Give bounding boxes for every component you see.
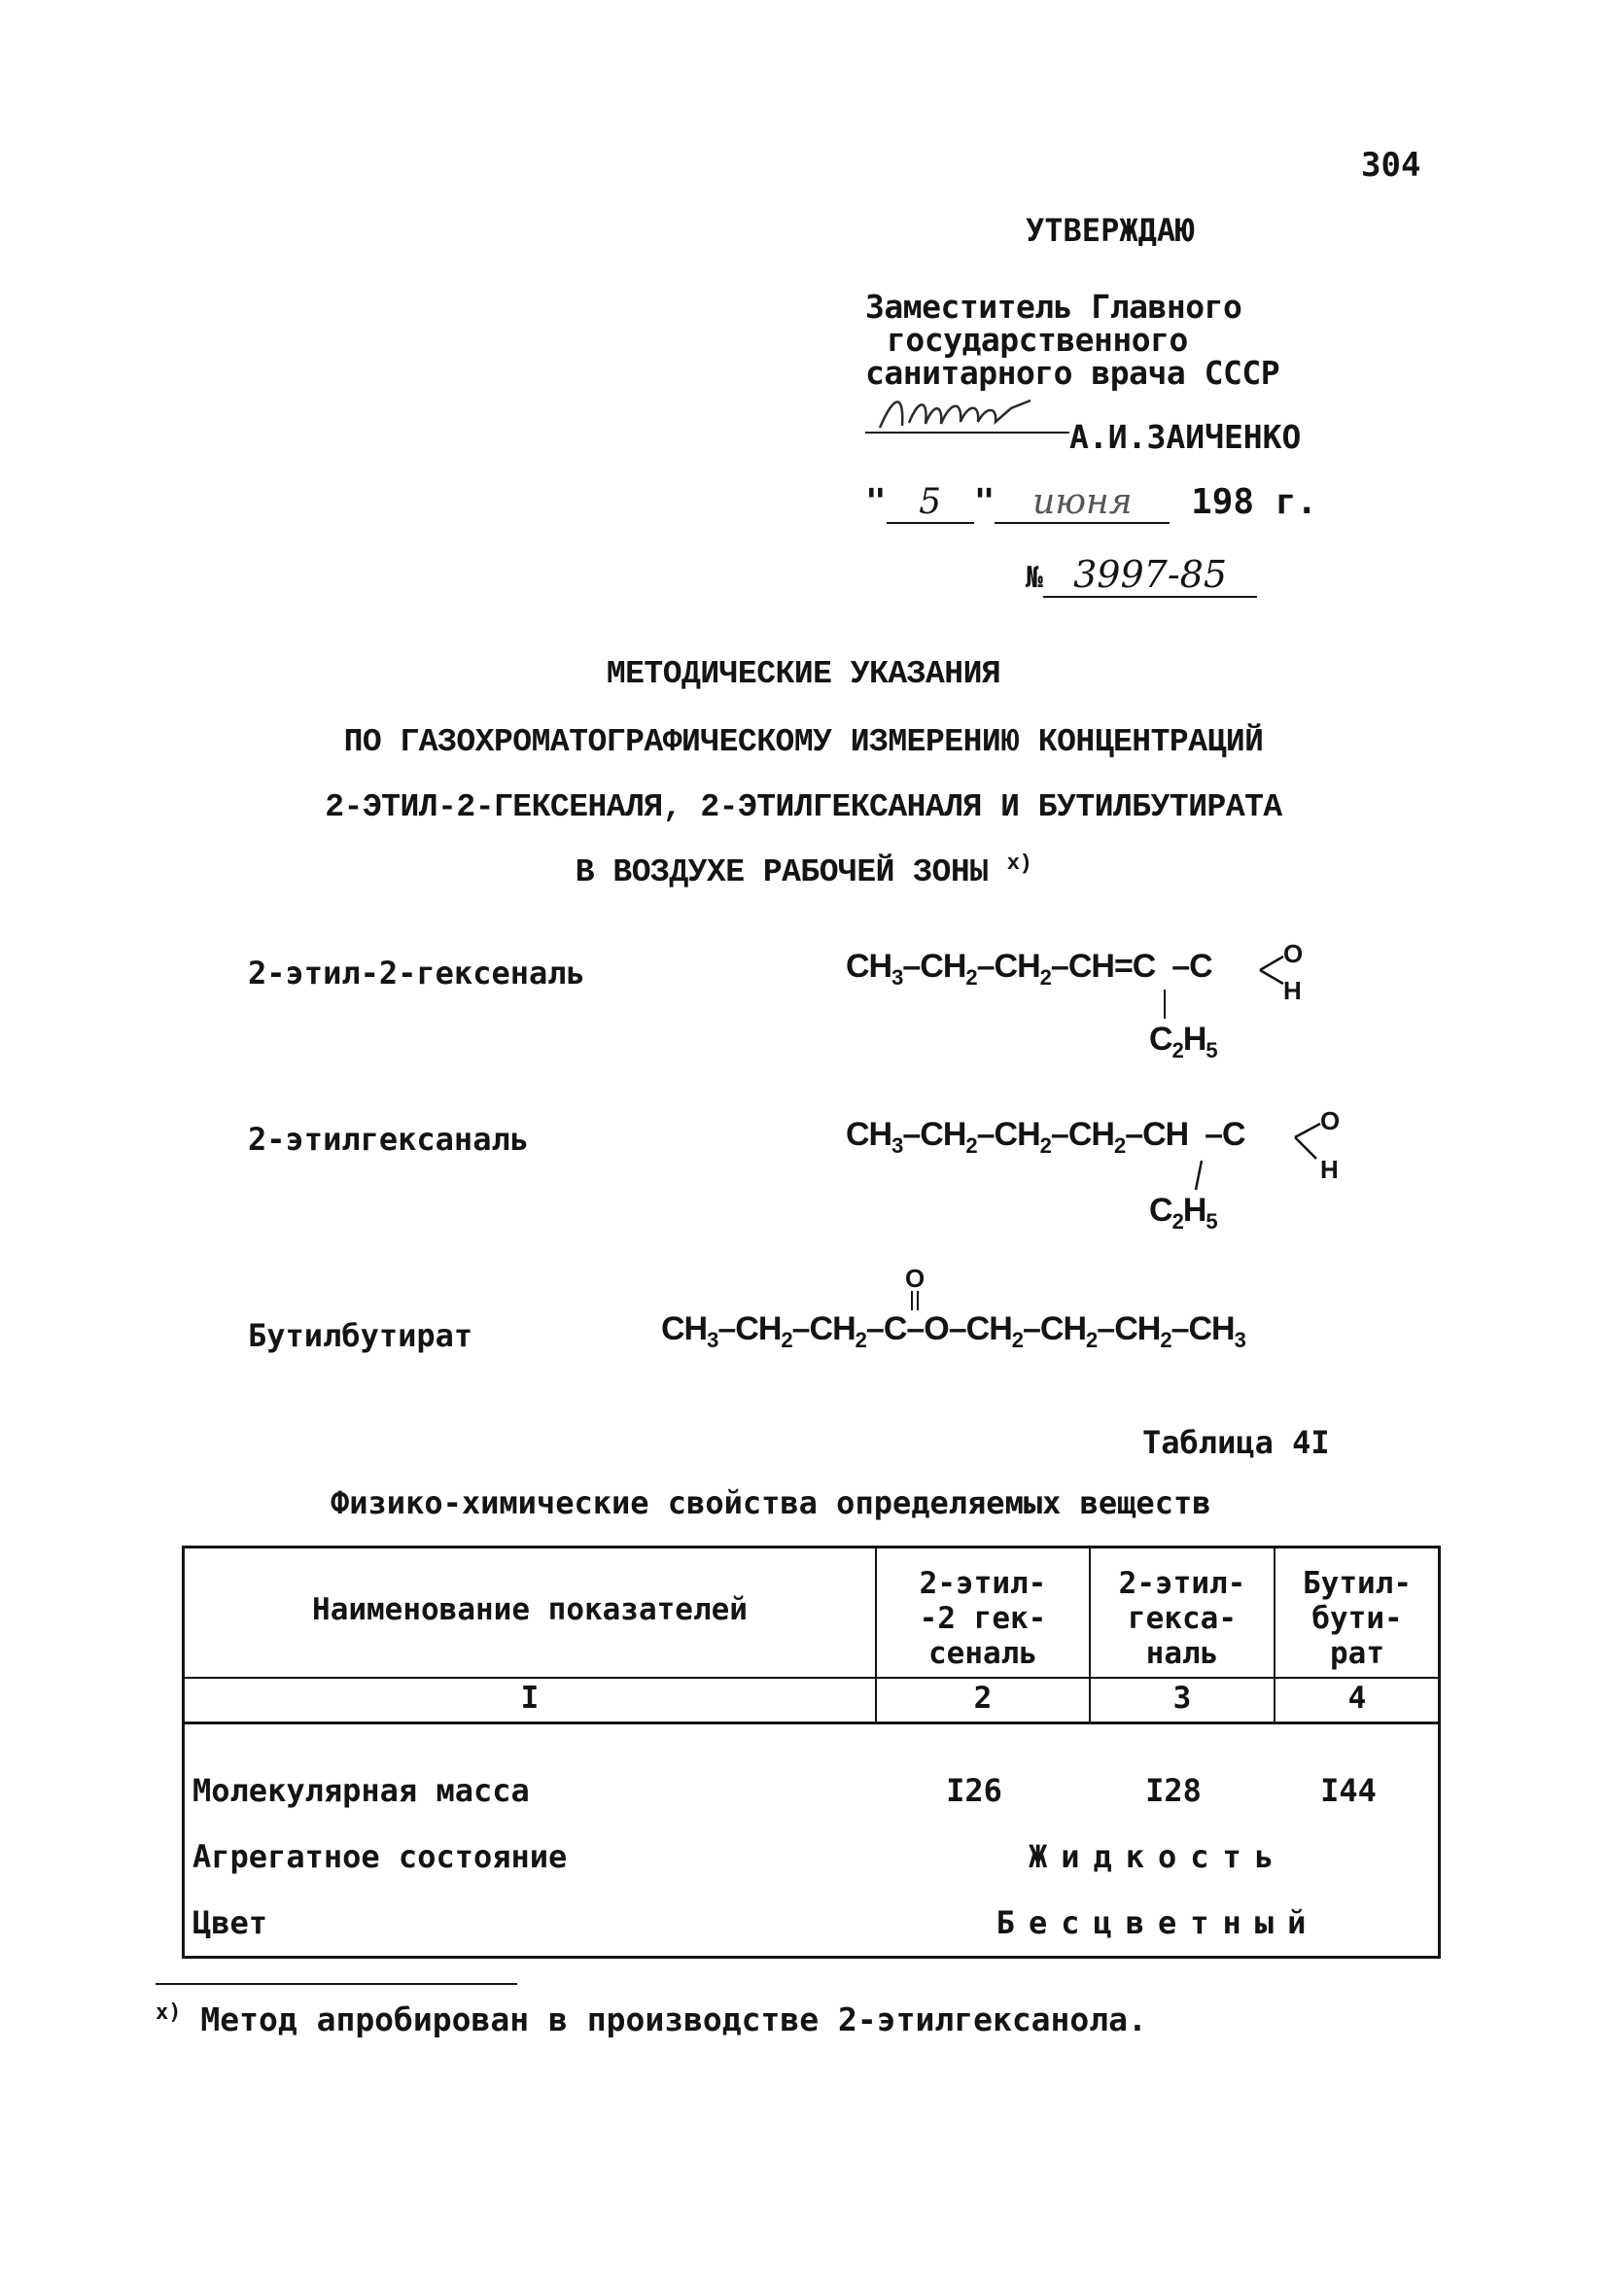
- table-caption: Таблица 4I: [1142, 1424, 1330, 1461]
- table-header-col-4: Бутил- бути- рат: [1303, 1566, 1412, 1671]
- date-month: июня: [995, 482, 1170, 524]
- table-row-1-value-2: I28: [1145, 1772, 1202, 1809]
- footnote-mark: x): [156, 2000, 182, 2025]
- date-year: 198 г.: [1191, 482, 1318, 522]
- approval-position-line-3: санитарного врача СССР: [865, 354, 1280, 392]
- table-colnum-2: 2: [973, 1681, 993, 1716]
- approval-title: УТВЕРЖДАЮ: [1026, 212, 1195, 249]
- registration-number: 3997-85: [1043, 553, 1257, 598]
- title-footnote-mark: x): [1006, 852, 1032, 876]
- approval-number: № 3997-85: [1026, 552, 1257, 598]
- formula-2-aldehyde-bonds: [1293, 1118, 1324, 1168]
- footnote-text: Метод апробирован в производстве 2-этилгексанола.: [200, 2000, 1147, 2038]
- formula-1-oxygen: O: [1283, 939, 1304, 968]
- table-row-3-label: Цвет: [192, 1904, 268, 1941]
- page-number: 304: [1361, 146, 1421, 185]
- compound-formula-1: $CH_3-CH_2-CH_2-CH=C$ –C: [846, 948, 1212, 990]
- document-title-line-3: 2-ЭТИЛ-2-ГЕКСЕНАЛЯ, 2-ЭТИЛГЕКСАНАЛЯ И БУТИЛБУТИРАТА: [325, 789, 1282, 825]
- formula-3-double-bond: [911, 1291, 919, 1310]
- table-row-1-value-1: I26: [946, 1772, 1002, 1809]
- signer-name: А.И.ЗАИЧЕНКО: [1069, 418, 1302, 456]
- formula-1-branch-bond: [1164, 990, 1166, 1019]
- compound-name-2: 2-этилгексаналь: [248, 1121, 529, 1158]
- document-title-line-2: ПО ГАЗОХРОМАТОГРАФИЧЕСКОМУ ИЗМЕРЕНИЮ КОНЦЕНТРАЦИЙ: [343, 724, 1264, 760]
- table-row-2-label: Агрегатное состояние: [192, 1838, 568, 1875]
- compound-name-3: Бутилбутират: [248, 1317, 473, 1354]
- compound-formula-3: $CH_3-CH_2-CH_2-C-O-CH_2-CH_2-CH_2-CH_3$: [661, 1310, 1245, 1352]
- compound-name-1: 2-этил-2-гексеналь: [248, 955, 585, 991]
- footnote-rule: [156, 1983, 517, 1985]
- approval-position-line-2: государственного: [887, 321, 1188, 359]
- table-row-1-label: Молекулярная масса: [192, 1772, 530, 1809]
- title-line-4-text: В ВОЗДУХЕ РАБОЧЕЙ ЗОНЫ: [575, 854, 989, 890]
- compound-formula-2: $CH_3-CH_2-CH_2-CH_2-CH$ –C: [846, 1116, 1245, 1158]
- table-header-col-2: 2-этил- -2 гек- сеналь: [919, 1566, 1047, 1671]
- formula-1-ethyl-group: $C_2H_5$: [1149, 1021, 1217, 1062]
- date-day: 5: [887, 482, 974, 524]
- table-colnum-4: 4: [1347, 1681, 1367, 1716]
- approval-date: " 5 " июня 198 г.: [865, 482, 1318, 522]
- document-title-line-1: МЕТОДИЧЕСКИЕ УКАЗАНИЯ: [606, 656, 1001, 692]
- formula-3-carbonyl-oxygen: O: [905, 1264, 926, 1293]
- handwritten-signature: [875, 389, 1069, 447]
- formula-2-hydrogen: H: [1320, 1155, 1339, 1184]
- formula-2-branch-bond: [1192, 1159, 1205, 1196]
- formula-2-oxygen: O: [1320, 1106, 1341, 1135]
- formula-2-ethyl-group: $C_2H_5$: [1149, 1192, 1217, 1234]
- table-row-3-merged-value: Бесцветный: [996, 1904, 1320, 1941]
- table-header-divider: [185, 1677, 1438, 1679]
- table-title: Физико-химические свойства определяемых веществ: [331, 1484, 1211, 1521]
- properties-table: [182, 1546, 1441, 1959]
- signature-line: [865, 432, 1069, 434]
- formula-1-aldehyde-bonds: [1258, 951, 1287, 993]
- formula-1-hydrogen: H: [1283, 976, 1302, 1005]
- table-colnum-3: 3: [1172, 1681, 1192, 1716]
- footnote: [156, 2000, 1147, 2038]
- document-title-line-4: [0, 852, 1607, 890]
- signature-scribble-icon: [875, 389, 1069, 437]
- table-row-1-value-3: I44: [1320, 1772, 1377, 1809]
- table-numbers-divider: [185, 1722, 1438, 1724]
- table-colnum-1: I: [520, 1681, 540, 1716]
- approval-position-line-1: Заместитель Главного: [865, 288, 1242, 326]
- table-header-indicator: Наименование показателей: [312, 1592, 748, 1627]
- table-row-2-merged-value: Жидкость: [1028, 1838, 1288, 1875]
- table-header-col-3: 2-этил- гекса- наль: [1118, 1566, 1246, 1671]
